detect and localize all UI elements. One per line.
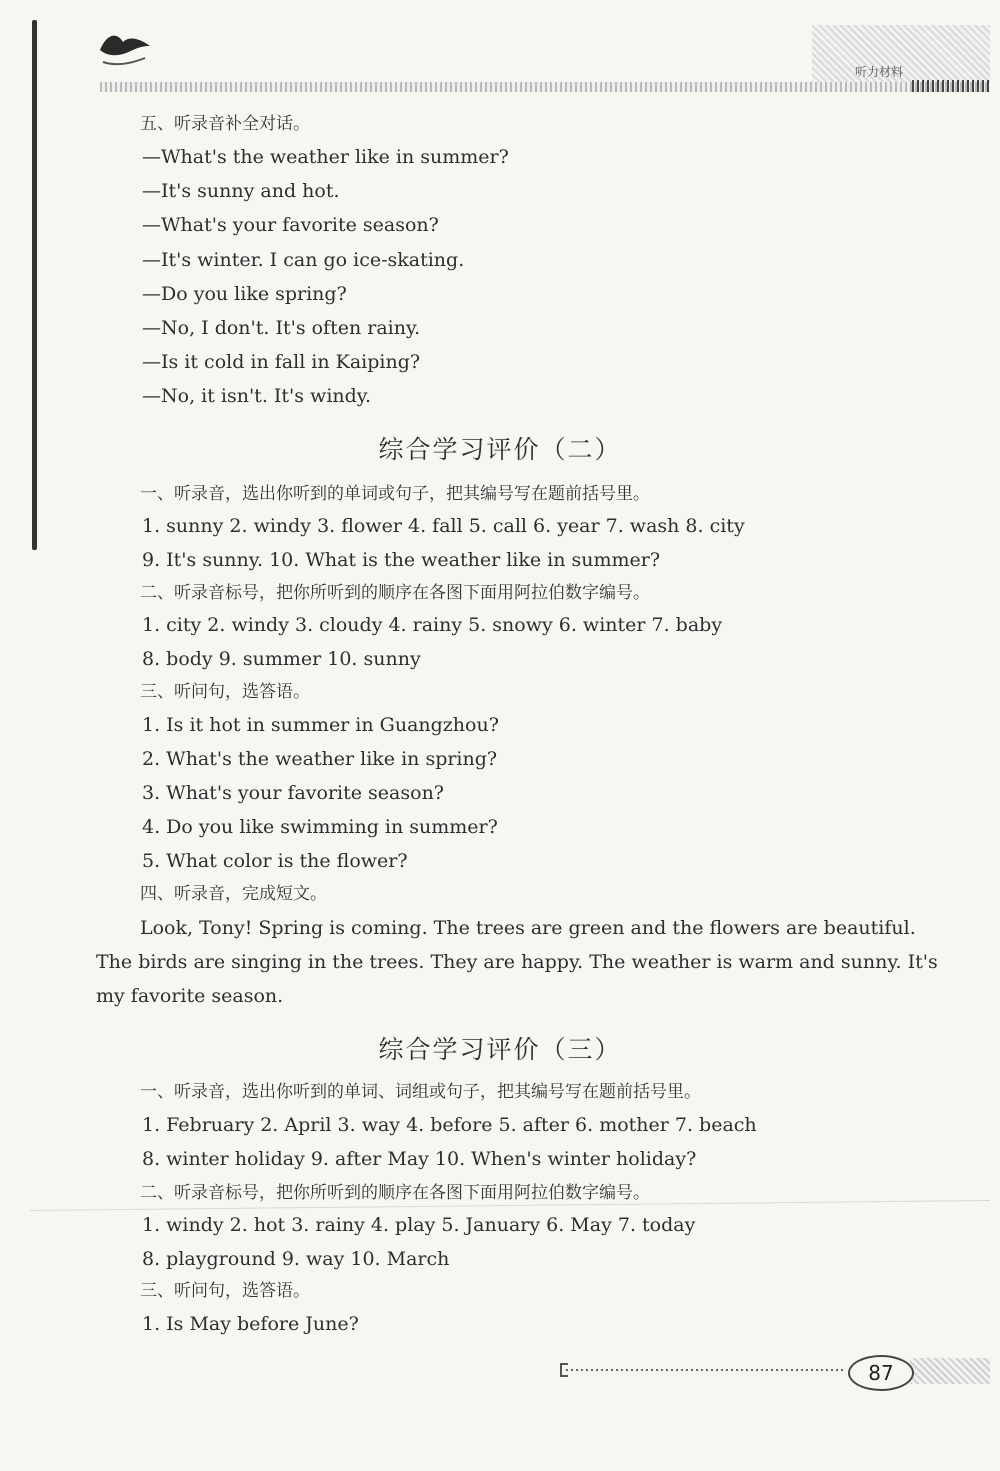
question-item: 2. What's the weather like in spring? bbox=[142, 748, 498, 770]
passage-line: my favorite season. bbox=[96, 985, 284, 1007]
eval3-part1-line1: 1. February 2. April 3. way 4. before 5. after 6. mother 7. beach bbox=[142, 1114, 757, 1136]
eval2-part1-heading: 一、听录音，选出你听到的单词或句子，把其编号写在题前括号里。 bbox=[140, 484, 650, 504]
dialogue-line: —No, I don't. It's often rainy. bbox=[142, 317, 421, 339]
header-barcode-decoration bbox=[912, 80, 990, 92]
question-item: 3. What's your favorite season? bbox=[142, 782, 444, 804]
eval2-part1-line1: 1. sunny 2. windy 3. flower 4. fall 5. call 6. year 7. wash 8. city bbox=[142, 515, 745, 537]
eval3-part1-heading: 一、听录音，选出你听到的单词、词组或句子，把其编号写在题前括号里。 bbox=[140, 1082, 701, 1102]
eval3-part2-heading: 二、听录音标号，把你所听到的顺序在各图下面用阿拉伯数字编号。 bbox=[140, 1183, 650, 1203]
eval2-part3-heading: 三、听问句，选答语。 bbox=[140, 682, 310, 702]
question-item: 5. What color is the flower? bbox=[142, 850, 408, 872]
eval3-part2-line2: 8. playground 9. way 10. March bbox=[142, 1248, 450, 1270]
header-band bbox=[100, 82, 988, 92]
dialogue-line: —It's winter. I can go ice-skating. bbox=[142, 249, 465, 271]
eval2-part2-line1: 1. city 2. windy 3. cloudy 4. rainy 5. snowy 6. winter 7. baby bbox=[142, 614, 723, 636]
question-item: 1. Is it hot in summer in Guangzhou? bbox=[142, 714, 499, 736]
passage-line: The birds are singing in the trees. They are happy. The weather is warm and sunny. It's bbox=[96, 951, 938, 973]
section5-heading: 五、听录音补全对话。 bbox=[140, 114, 310, 134]
dialogue-line: —What's the weather like in summer? bbox=[142, 146, 509, 168]
page-number bbox=[848, 1355, 914, 1391]
eval3-part3-heading: 三、听问句，选答语。 bbox=[140, 1281, 310, 1301]
eval2-part1-line2: 9. It's sunny. 10. What is the weather like in summer? bbox=[142, 549, 661, 571]
eval2-part2-line2: 8. body 9. summer 10. sunny bbox=[142, 648, 421, 670]
question-item: 1. Is May before June? bbox=[142, 1313, 359, 1335]
dialogue-line: —Do you like spring? bbox=[142, 283, 347, 305]
page-number-text: 87 bbox=[868, 1361, 894, 1385]
passage-line: Look, Tony! Spring is coming. The trees are green and the flowers are beautiful. bbox=[140, 917, 916, 939]
left-margin-rule bbox=[32, 20, 37, 550]
question-item: 4. Do you like swimming in summer? bbox=[142, 816, 498, 838]
eval3-part2-line1: 1. windy 2. hot 3. rainy 4. play 5. January 6. May 7. today bbox=[142, 1214, 696, 1236]
footer-dotted-rule bbox=[566, 1369, 846, 1371]
dialogue-line: —Is it cold in fall in Kaiping? bbox=[142, 351, 421, 373]
footer-hatch-decoration bbox=[910, 1358, 990, 1384]
eval3-title: 综合学习评价（三） bbox=[378, 1035, 622, 1064]
bird-logo-icon bbox=[95, 28, 155, 73]
header-tab-text: 听力材料 bbox=[855, 65, 904, 79]
dialogue-line: —No, it isn't. It's windy. bbox=[142, 385, 372, 407]
dialogue-line: —It's sunny and hot. bbox=[142, 180, 340, 202]
dialogue-line: —What's your favorite season? bbox=[142, 214, 439, 236]
eval2-part2-heading: 二、听录音标号，把你所听到的顺序在各图下面用阿拉伯数字编号。 bbox=[140, 583, 650, 603]
eval2-part4-heading: 四、听录音，完成短文。 bbox=[140, 884, 327, 904]
eval2-title: 综合学习评价（二） bbox=[378, 435, 622, 464]
eval3-part1-line2: 8. winter holiday 9. after May 10. When's winter holiday? bbox=[142, 1148, 697, 1170]
